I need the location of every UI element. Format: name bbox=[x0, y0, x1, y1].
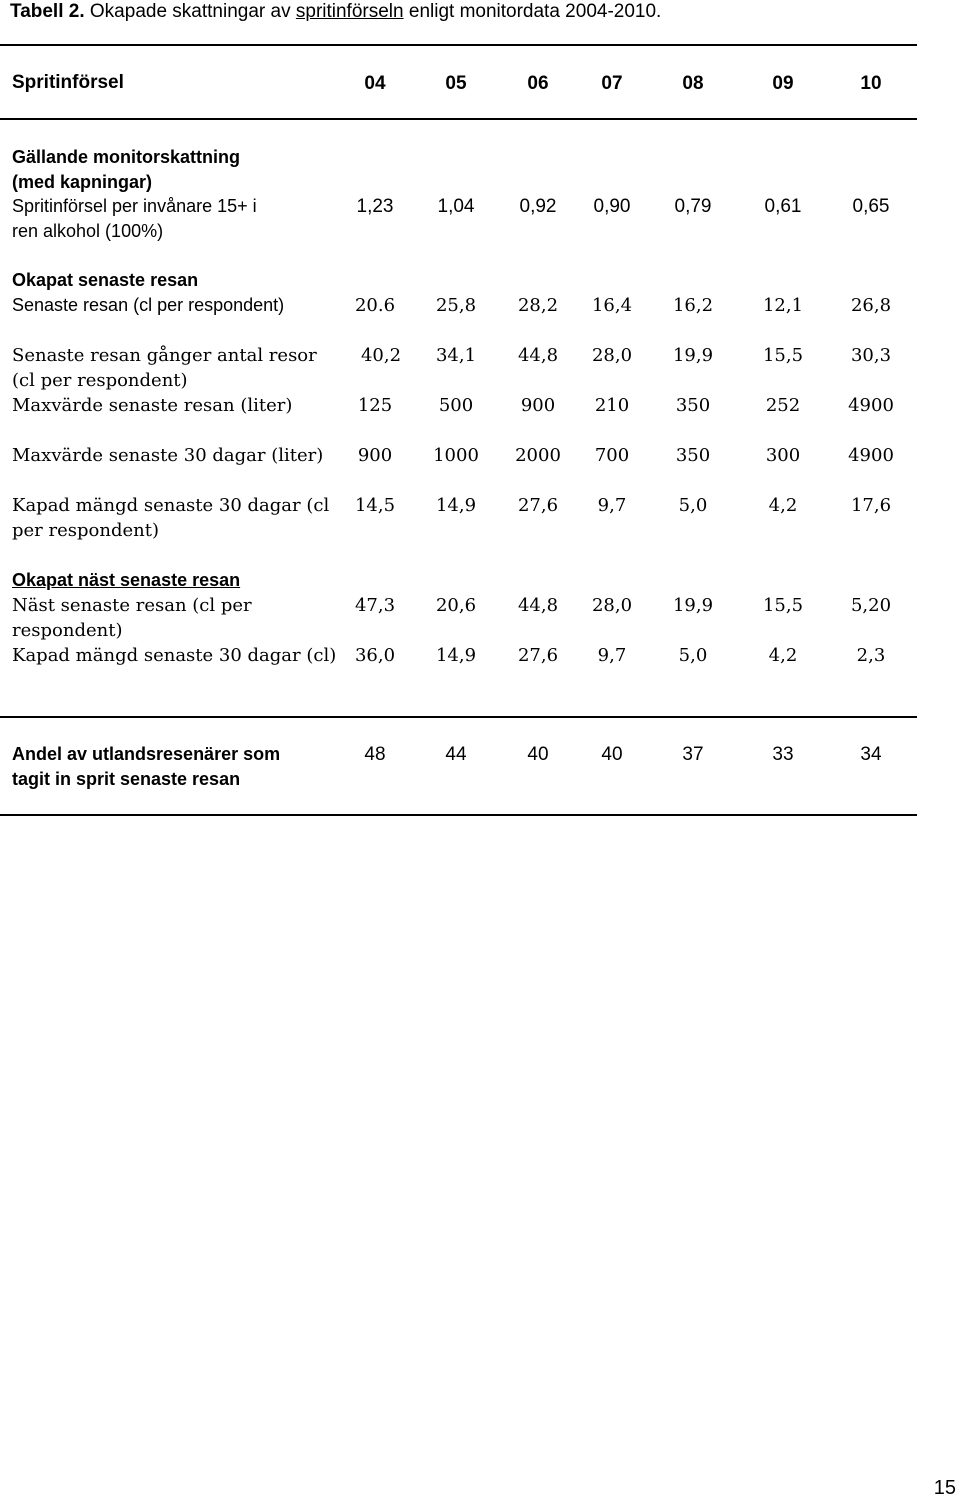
cell: 125 bbox=[357, 395, 393, 416]
cell: 28,0 bbox=[591, 595, 633, 616]
cell: 30,3 bbox=[850, 345, 892, 366]
cell: 0,61 bbox=[764, 196, 802, 217]
cell: 47,3 bbox=[354, 595, 396, 616]
year-header: 07 bbox=[601, 73, 623, 94]
cell: 48 bbox=[364, 744, 386, 765]
row-label-times-trips-2: (cl per respondent) bbox=[12, 370, 188, 391]
cell: 15,5 bbox=[762, 595, 804, 616]
year-header: 09 bbox=[772, 73, 794, 94]
header-rule bbox=[0, 118, 917, 120]
cell: 4900 bbox=[848, 395, 894, 416]
cell: 37 bbox=[682, 744, 704, 765]
row-label-times-trips: Senaste resan gånger antal resor bbox=[12, 345, 317, 366]
caption-underlined: spritinförseln bbox=[295, 1, 404, 22]
cell: 33 bbox=[772, 744, 794, 765]
year-header: 10 bbox=[860, 73, 882, 94]
header-label: Spritinförsel bbox=[12, 72, 124, 93]
cell: 252 bbox=[765, 395, 801, 416]
row-label-max-30-days: Maxvärde senaste 30 dagar (liter) bbox=[12, 445, 324, 466]
section-title-next-last-trip: Okapat näst senaste resan bbox=[12, 570, 241, 590]
page-number: 15 bbox=[933, 1477, 956, 1499]
cell: 27,6 bbox=[517, 495, 559, 516]
cell: 28,0 bbox=[591, 345, 633, 366]
top-rule bbox=[0, 44, 917, 46]
cell: 350 bbox=[675, 395, 711, 416]
cell: 44 bbox=[445, 744, 467, 765]
cell: 500 bbox=[438, 395, 474, 416]
cell: 9,7 bbox=[597, 495, 627, 516]
section-title-last-trip: Okapat senaste resan bbox=[12, 270, 199, 290]
section-title-monitor: Gällande monitorskattning bbox=[12, 147, 241, 167]
row-label-capped-30-days-2: per respondent) bbox=[12, 520, 159, 541]
cell: 5,0 bbox=[678, 645, 708, 666]
cell: 40,2 bbox=[360, 345, 402, 366]
caption-text-2: enligt monitordata 2004-2010. bbox=[403, 1, 662, 22]
cell: 4900 bbox=[848, 445, 894, 466]
cell: 900 bbox=[520, 395, 556, 416]
cell: 14,5 bbox=[354, 495, 396, 516]
cell: 15,5 bbox=[762, 345, 804, 366]
table-caption bbox=[10, 0, 661, 24]
cell: 0,79 bbox=[674, 196, 712, 217]
cell: 350 bbox=[675, 445, 711, 466]
cell: 28,2 bbox=[517, 295, 559, 316]
cell: 210 bbox=[594, 395, 630, 416]
cell: 1,23 bbox=[356, 196, 394, 217]
year-header: 05 bbox=[445, 73, 467, 94]
cell: 2,3 bbox=[856, 645, 886, 666]
cell: 700 bbox=[594, 445, 630, 466]
section-title-monitor-sub: (med kapningar) bbox=[12, 172, 153, 192]
cell: 26,8 bbox=[850, 295, 892, 316]
cell: 19,9 bbox=[672, 595, 714, 616]
row-label-last-trip: Senaste resan (cl per respondent) bbox=[12, 295, 285, 315]
cell: 44,8 bbox=[517, 345, 559, 366]
cell: 20.6 bbox=[354, 295, 396, 316]
cell: 25,8 bbox=[435, 295, 477, 316]
caption-lead: Tabell 2. bbox=[10, 1, 85, 22]
cell: 1000 bbox=[433, 445, 479, 466]
cell: 4,2 bbox=[768, 495, 798, 516]
cell: 44,8 bbox=[517, 595, 559, 616]
cell: 300 bbox=[765, 445, 801, 466]
cell: 0,90 bbox=[593, 196, 631, 217]
cell: 17,6 bbox=[850, 495, 892, 516]
row-label-next-last-trip-2: respondent) bbox=[12, 620, 123, 641]
cell: 9,7 bbox=[597, 645, 627, 666]
middle-rule bbox=[0, 716, 917, 718]
row-label-next-last-trip: Näst senaste resan (cl per bbox=[12, 595, 252, 616]
cell: 27,6 bbox=[517, 645, 559, 666]
cell: 2000 bbox=[515, 445, 561, 466]
cell: 5,20 bbox=[850, 595, 892, 616]
cell: 36,0 bbox=[354, 645, 396, 666]
cell: 34 bbox=[860, 744, 882, 765]
row-label-max-last-trip: Maxvärde senaste resan (liter) bbox=[12, 395, 293, 416]
cell: 14,9 bbox=[435, 645, 477, 666]
bottom-rule bbox=[0, 814, 917, 816]
row-label-capped-30-days: Kapad mängd senaste 30 dagar (cl bbox=[12, 495, 330, 516]
cell: 12,1 bbox=[762, 295, 804, 316]
row-label-share-2: tagit in sprit senaste resan bbox=[12, 769, 241, 789]
year-header: 04 bbox=[364, 73, 386, 94]
row-label-capped-30-days-cl: Kapad mängd senaste 30 dagar (cl) bbox=[12, 645, 337, 666]
year-header: 08 bbox=[682, 73, 704, 94]
row-label-share: Andel av utlandsresenärer som bbox=[12, 744, 281, 764]
cell: 0,92 bbox=[519, 196, 557, 217]
row-label-per-capita-2: ren alkohol (100%) bbox=[12, 221, 164, 241]
caption-text-1: Okapade skattningar av bbox=[84, 1, 296, 22]
cell: 900 bbox=[357, 445, 393, 466]
cell: 16,4 bbox=[591, 295, 633, 316]
cell: 1,04 bbox=[437, 196, 475, 217]
cell: 40 bbox=[527, 744, 549, 765]
cell: 34,1 bbox=[435, 345, 477, 366]
cell: 14,9 bbox=[435, 495, 477, 516]
cell: 0,65 bbox=[852, 196, 890, 217]
year-header: 06 bbox=[527, 73, 549, 94]
cell: 20,6 bbox=[435, 595, 477, 616]
cell: 4,2 bbox=[768, 645, 798, 666]
cell: 19,9 bbox=[672, 345, 714, 366]
cell: 5,0 bbox=[678, 495, 708, 516]
row-label-per-capita: Spritinförsel per invånare 15+ i bbox=[12, 196, 257, 216]
cell: 16,2 bbox=[672, 295, 714, 316]
cell: 40 bbox=[601, 744, 623, 765]
